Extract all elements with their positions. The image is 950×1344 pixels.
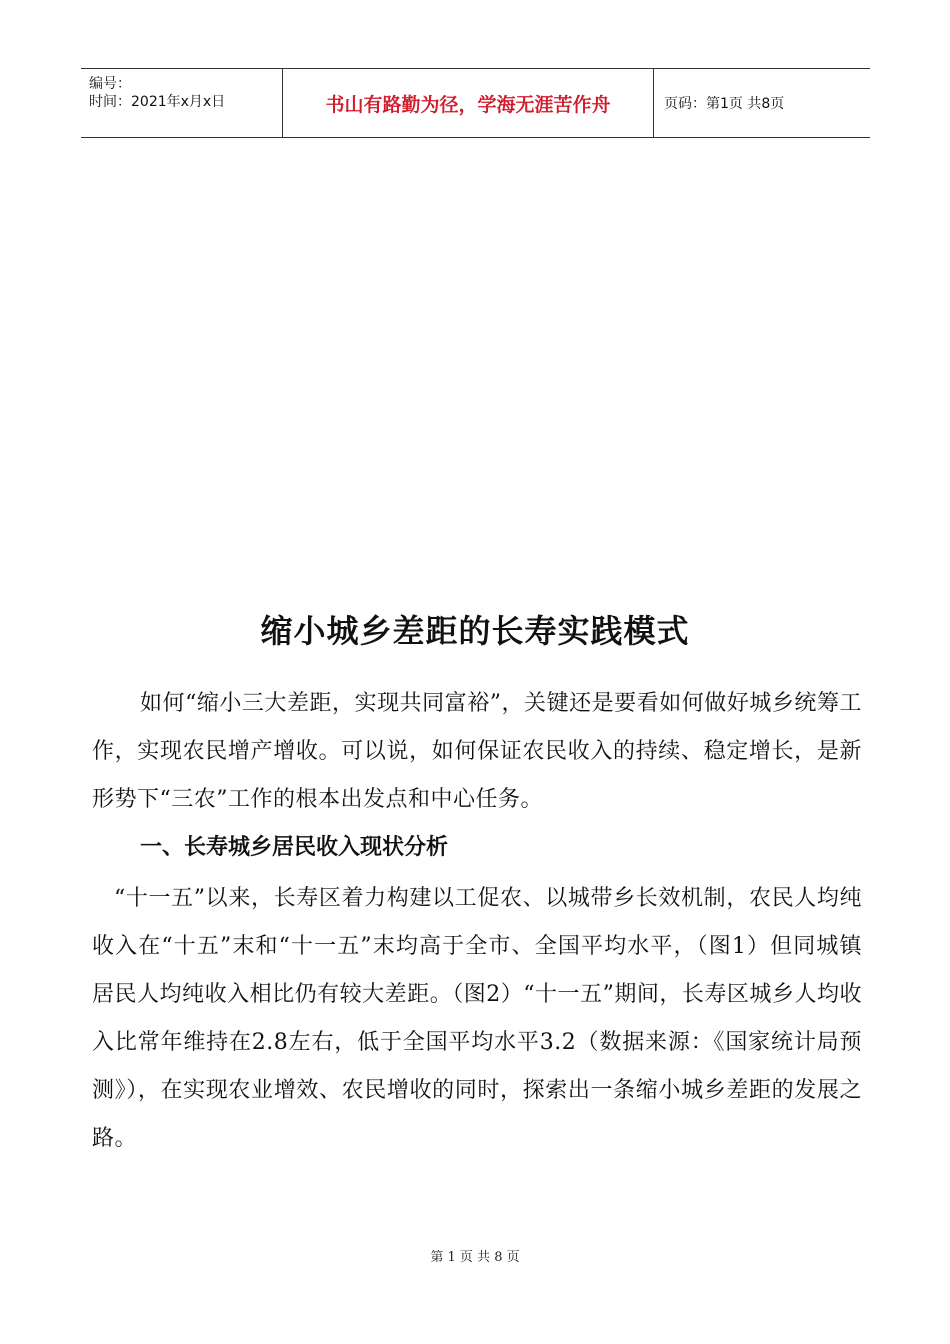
paragraph-analysis: “十一五”以来，长寿区着力构建以工促农、以城带乡长效机制，农民人均纯收入在“十五”末和“十一五”末均高于全市、全国平均水平，（图1）但同城镇居民人均纯收入相比仍有较大差距。（图2）“十一五”期间，长寿区城乡人均收入比常年维持在2.8左右，低于全国平均水平3.2（数据来源：《国家统计局预测》），在实现农业增效、农民增收的同时，探索出一条缩小城乡差距的发展之路。 [92, 886, 862, 1151]
header-motto: 书山有路勤为径，学海无涯苦作舟 [282, 69, 654, 137]
date-label: 时间：2021年x月x日 [89, 94, 226, 110]
document-title: 缩小城乡差距的长寿实践模式 [260, 612, 690, 650]
header-meta [81, 69, 282, 137]
page-footer: 第 1 页 共 8 页 [430, 1250, 520, 1265]
section-heading-1: 一、长寿城乡居民收入现状分析 [140, 835, 449, 860]
document-header [81, 68, 870, 138]
paragraph-intro: 如何“缩小三大差距，实现共同富裕”，关键还是要看如何做好城乡统筹工作，实现农民增产增收。可以说，如何保证农民收入的持续、稳定增长，是新形势下“三农”工作的根本出发点和中心任务。 [92, 691, 862, 812]
number-label: 编号： [89, 76, 131, 92]
header-page-label: 页码：第1页 共8页 [664, 96, 785, 112]
